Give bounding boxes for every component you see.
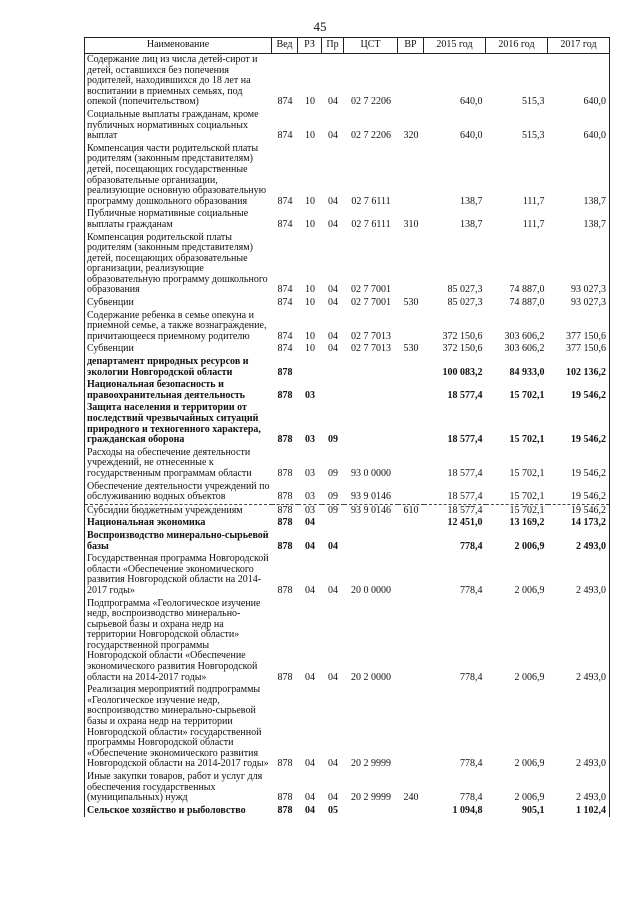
cell-ved: 874 (277, 284, 293, 296)
table-row (85, 109, 610, 143)
cell-rz: 10 (305, 284, 315, 296)
cell-ved: 878 (277, 584, 293, 596)
cell-vr (398, 805, 424, 818)
cell-rz: 04 (305, 584, 315, 596)
cell-vr (398, 684, 424, 771)
cell-name: Содержание лиц из числа детей-сирот и детей, оставшихся без попечения родителей, находившихся до 18 лет на воспитании в приемных семьях, под опекой (попечительством) (85, 54, 272, 109)
cell-pr: 04 (328, 330, 338, 342)
cell-2015: 640,0 (460, 96, 483, 108)
table-row (85, 356, 610, 379)
cell-name: Национальная безопасность и правоохранительная деятельность (85, 379, 272, 402)
table-body (85, 54, 610, 818)
cell-pr: 04 (328, 284, 338, 296)
cell-2015: 85 027,3 (447, 284, 483, 296)
cell-rz: 10 (305, 195, 315, 207)
cell-pr: 05 (328, 804, 338, 816)
cell-vr (398, 356, 424, 379)
cell-2017: 640,0 (548, 109, 610, 143)
cell-rz: 10 (305, 343, 315, 355)
table-row (85, 598, 610, 685)
cell-name: Воспроизводство минерально-сырьевой базы (85, 530, 272, 553)
table-row (85, 143, 610, 209)
table-row (85, 553, 610, 597)
cell-rz: 10 (305, 130, 315, 142)
cell-2017: 2 493,0 (548, 553, 610, 597)
cell-name: Подпрограмма «Геологическое изучение недр, воспроизводство минерально-сырьевой базы и охрана недр на территории Новгородской области» государственной программы Новгородской области «Обеспечение экономического развития Новгородской области на 2014-2017 годы» (85, 598, 272, 685)
cell-cst: 02 7 6111 (351, 195, 391, 207)
header-ved: Вед (272, 38, 298, 54)
cell-cst (344, 517, 398, 530)
cell-rz: 03 (305, 434, 315, 446)
cell-2017: 19 546,2 (548, 402, 610, 446)
cell-vr (398, 530, 424, 553)
cell-pr (322, 356, 344, 379)
cell-2015: 18 577,4 (447, 504, 483, 516)
cell-rz: 04 (305, 758, 315, 770)
table-row (85, 530, 610, 553)
table-row (85, 297, 610, 310)
cell-2015: 100 083,2 (442, 366, 483, 378)
cell-name: Государственная программа Новгородской области «Обеспечение экономического развития Новгородской области на 2014-2017 годы» (85, 553, 272, 597)
cell-2015: 85 027,3 (447, 297, 483, 309)
cell-ved: 878 (277, 504, 293, 516)
cell-2017: 93 027,3 (548, 297, 610, 310)
cell-2016: 74 887,0 (509, 297, 545, 309)
cell-2015: 640,0 (460, 130, 483, 142)
cell-vr (398, 598, 424, 685)
cell-cst (344, 530, 398, 553)
cell-2017: 377 150,6 (548, 343, 610, 356)
header-cst: ЦСТ (344, 38, 398, 54)
cell-2016: 111,7 (522, 195, 545, 207)
cell-ved: 874 (277, 343, 293, 355)
cell-2017: 138,7 (548, 208, 610, 231)
cell-pr: 04 (328, 297, 338, 309)
cell-pr: 04 (328, 195, 338, 207)
cell-2016: 111,7 (522, 218, 545, 230)
cell-name: Содержание ребенка в семье опекуна и приемной семье, а также вознаграждение, причитающееся приемному родителю (85, 310, 272, 344)
cell-cst: 02 7 2206 (351, 130, 391, 142)
header-2015: 2015 год (424, 38, 486, 54)
cell-vr: 530 (403, 343, 419, 355)
cell-name: Расходы на обеспечение деятельности учреждений, не отнесенные к государственным программам области (85, 447, 272, 481)
cell-2015: 18 577,4 (447, 389, 483, 401)
table-row (85, 310, 610, 344)
cell-cst: 20 2 9999 (351, 758, 391, 770)
cell-2016: 15 702,1 (509, 434, 545, 446)
cell-2017: 19 546,2 (548, 504, 610, 517)
cell-cst: 20 2 0000 (351, 671, 391, 683)
cell-ved: 878 (277, 671, 293, 683)
cell-2015: 18 577,4 (447, 434, 483, 446)
page-number: 45 (313, 19, 327, 34)
cell-2016: 2 006,9 (514, 584, 545, 596)
cell-2015: 778,4 (460, 671, 483, 683)
cell-ved: 878 (277, 792, 293, 804)
table-row (85, 517, 610, 530)
cell-name: Реализация мероприятий подпрограммы «Геологическое изучение недр, воспроизводство минерально-сырьевой базы и охрана недр на территории Новгородской области» государственной программы Новгородской области «Обеспечение экономического развития Новгородской области на 2014-2017 годы» (85, 684, 272, 771)
cell-ved: 874 (277, 195, 293, 207)
cell-name: Сельское хозяйство и рыболовство (85, 805, 272, 818)
cell-cst: 02 7 7001 (351, 284, 391, 296)
budget-table (84, 37, 610, 817)
cell-vr (398, 379, 424, 402)
cell-rz (298, 356, 322, 379)
cell-2016: 15 702,1 (486, 481, 548, 505)
cell-2016: 2 006,9 (514, 671, 545, 683)
cell-2015: 778,4 (460, 584, 483, 596)
cell-name: Публичные нормативные социальные выплаты гражданам (85, 208, 272, 231)
header-vr: ВР (398, 38, 424, 54)
cell-vr (398, 402, 424, 446)
cell-pr: 04 (328, 758, 338, 770)
cell-rz: 10 (305, 330, 315, 342)
cell-vr (398, 310, 424, 344)
cell-cst (344, 402, 398, 446)
cell-vr (398, 553, 424, 597)
cell-2015: 372 150,6 (442, 330, 483, 342)
cell-2017: 640,0 (548, 54, 610, 109)
cell-2016: 13 169,2 (509, 517, 545, 529)
cell-vr (398, 232, 424, 298)
cell-2016: 15 702,1 (509, 389, 545, 401)
cell-pr: 09 (328, 434, 338, 446)
cell-rz: 04 (305, 517, 315, 529)
cell-ved: 874 (277, 96, 293, 108)
cell-ved: 874 (277, 130, 293, 142)
cell-name: Иные закупки товаров, работ и услуг для обеспечения государственных (муниципальных) нужд (85, 771, 272, 805)
cell-pr: 04 (328, 584, 338, 596)
cell-2015: 778,4 (460, 792, 483, 804)
cell-pr: 09 (328, 504, 338, 516)
cell-rz: 04 (305, 671, 315, 683)
cell-2015: 12 451,0 (447, 517, 483, 529)
cell-pr: 09 (322, 481, 344, 505)
cell-2017: 1 102,4 (548, 805, 610, 818)
cell-vr: 320 (403, 130, 419, 142)
cell-name: департамент природных ресурсов и экологии Новгородской области (85, 356, 272, 379)
cell-vr: 610 (403, 504, 419, 516)
cell-2017: 93 027,3 (548, 232, 610, 298)
cell-pr: 04 (328, 792, 338, 804)
cell-ved: 874 (277, 218, 293, 230)
cell-ved: 874 (277, 330, 293, 342)
cell-rz: 10 (305, 297, 315, 309)
table-header-row (85, 38, 610, 54)
cell-2016: 303 606,2 (504, 343, 545, 355)
cell-2017: 377 150,6 (548, 310, 610, 344)
cell-rz: 04 (305, 540, 315, 552)
table-row (85, 805, 610, 818)
cell-2016: 74 887,0 (509, 284, 545, 296)
cell-2015: 1 094,8 (452, 804, 483, 816)
cell-pr: 04 (328, 130, 338, 142)
cell-name: Субсидии бюджетным учреждениям (85, 504, 272, 517)
cell-2015: 138,7 (460, 195, 483, 207)
cell-pr: 04 (328, 671, 338, 683)
table-row (85, 771, 610, 805)
table-row (85, 54, 610, 109)
table-row (85, 343, 610, 356)
table-row (85, 684, 610, 771)
cell-ved: 878 (277, 517, 293, 529)
cell-2017: 138,7 (548, 143, 610, 209)
cell-vr: 530 (403, 297, 419, 309)
cell-2015: 778,4 (460, 540, 483, 552)
cell-vr: 240 (403, 792, 419, 804)
cell-pr: 04 (328, 540, 338, 552)
cell-rz: 04 (305, 792, 315, 804)
cell-pr: 04 (328, 343, 338, 355)
cell-name: Субвенции (85, 343, 272, 356)
cell-2016: 515,3 (522, 96, 545, 108)
cell-2016: 15 702,1 (509, 504, 545, 516)
cell-ved: 878 (277, 434, 293, 446)
cell-2015: 138,7 (460, 218, 483, 230)
cell-2015: 18 577,4 (447, 467, 483, 479)
cell-2016: 2 006,9 (514, 792, 545, 804)
cell-2017: 2 493,0 (548, 530, 610, 553)
header-2016: 2016 год (486, 38, 548, 54)
cell-ved: 878 (272, 481, 298, 505)
cell-rz: 03 (305, 467, 315, 479)
cell-name: Социальные выплаты гражданам, кроме публичных нормативных социальных выплат (85, 109, 272, 143)
cell-2017: 19 546,2 (548, 447, 610, 481)
cell-2016: 905,1 (522, 804, 545, 816)
cell-vr (398, 481, 424, 505)
cell-2017: 19 546,2 (548, 379, 610, 402)
cell-pr: 09 (328, 467, 338, 479)
cell-cst: 02 7 7013 (351, 343, 391, 355)
cell-ved: 878 (277, 804, 293, 816)
cell-2016: 303 606,2 (504, 330, 545, 342)
cell-name: Компенсация части родительской платы родителям (законным представителям) детей, посещающих государственные образовательные организации, реализующие основную образовательную программу дошкольного образования (85, 143, 272, 209)
cell-pr: 04 (328, 96, 338, 108)
cell-2017: 19 546,2 (548, 481, 610, 505)
header-name: Наименование (85, 38, 272, 54)
cell-cst: 02 7 7013 (351, 330, 391, 342)
cell-ved: 874 (277, 297, 293, 309)
cell-2017: 102 136,2 (548, 356, 610, 379)
cell-2017: 2 493,0 (548, 684, 610, 771)
cell-ved: 878 (277, 389, 293, 401)
cell-name: Компенсация родительской платы родителям (законным представителям) детей, посещающих образовательные организации, реализующие образовательную программу дошкольного образования (85, 232, 272, 298)
cell-2015: 778,4 (460, 758, 483, 770)
cell-cst: 02 7 6111 (351, 218, 391, 230)
cell-vr (398, 143, 424, 209)
cell-cst: 02 7 7001 (351, 297, 391, 309)
cell-rz: 03 (298, 481, 322, 505)
cell-cst (344, 379, 398, 402)
cell-rz: 03 (305, 504, 315, 516)
cell-rz: 03 (305, 389, 315, 401)
table-row (85, 208, 610, 231)
header-2017: 2017 год (548, 38, 610, 54)
cell-vr (398, 54, 424, 109)
cell-cst (344, 805, 398, 818)
cell-name: Обеспечение деятельности учреждений по обслуживанию водных объектов (85, 481, 272, 505)
table-row (85, 232, 610, 298)
cell-cst: 93 9 0146 (344, 481, 398, 505)
cell-rz: 10 (305, 218, 315, 230)
table-row (85, 379, 610, 402)
cell-2017: 2 493,0 (548, 598, 610, 685)
cell-2015: 372 150,6 (442, 343, 483, 355)
cell-name: Субвенции (85, 297, 272, 310)
cell-cst: 93 0 0000 (351, 467, 391, 479)
table-row (85, 402, 610, 446)
cell-pr (322, 517, 344, 530)
cell-ved: 878 (277, 540, 293, 552)
cell-ved: 878 (277, 467, 293, 479)
table-row (85, 447, 610, 481)
cell-cst: 20 2 9999 (351, 792, 391, 804)
table-row (85, 481, 610, 505)
cell-pr (322, 379, 344, 402)
cell-cst: 93 9 0146 (351, 504, 391, 516)
cell-name: Национальная экономика (85, 517, 272, 530)
header-rz: РЗ (298, 38, 322, 54)
cell-pr: 04 (328, 218, 338, 230)
cell-cst: 02 7 2206 (351, 96, 391, 108)
cell-cst (344, 356, 398, 379)
table-row (85, 504, 610, 517)
cell-2017: 2 493,0 (548, 771, 610, 805)
header-pr: Пр (322, 38, 344, 54)
cell-rz: 10 (305, 96, 315, 108)
cell-2016: 2 006,9 (514, 758, 545, 770)
cell-2016: 84 933,0 (509, 366, 545, 378)
cell-ved: 878 (277, 758, 293, 770)
cell-name: Защита населения и территории от последствий чрезвычайных ситуаций природного и техногенного характера, гражданская оборона (85, 402, 272, 446)
cell-vr (398, 447, 424, 481)
cell-2015: 18 577,4 (424, 481, 486, 505)
cell-ved: 878 (277, 366, 293, 378)
cell-vr (398, 517, 424, 530)
cell-vr: 310 (403, 218, 419, 230)
cell-2016: 515,3 (522, 130, 545, 142)
cell-2016: 15 702,1 (509, 467, 545, 479)
cell-2017: 14 173,2 (548, 517, 610, 530)
cell-rz: 04 (305, 804, 315, 816)
cell-cst: 20 0 0000 (351, 584, 391, 596)
cell-2016: 2 006,9 (514, 540, 545, 552)
